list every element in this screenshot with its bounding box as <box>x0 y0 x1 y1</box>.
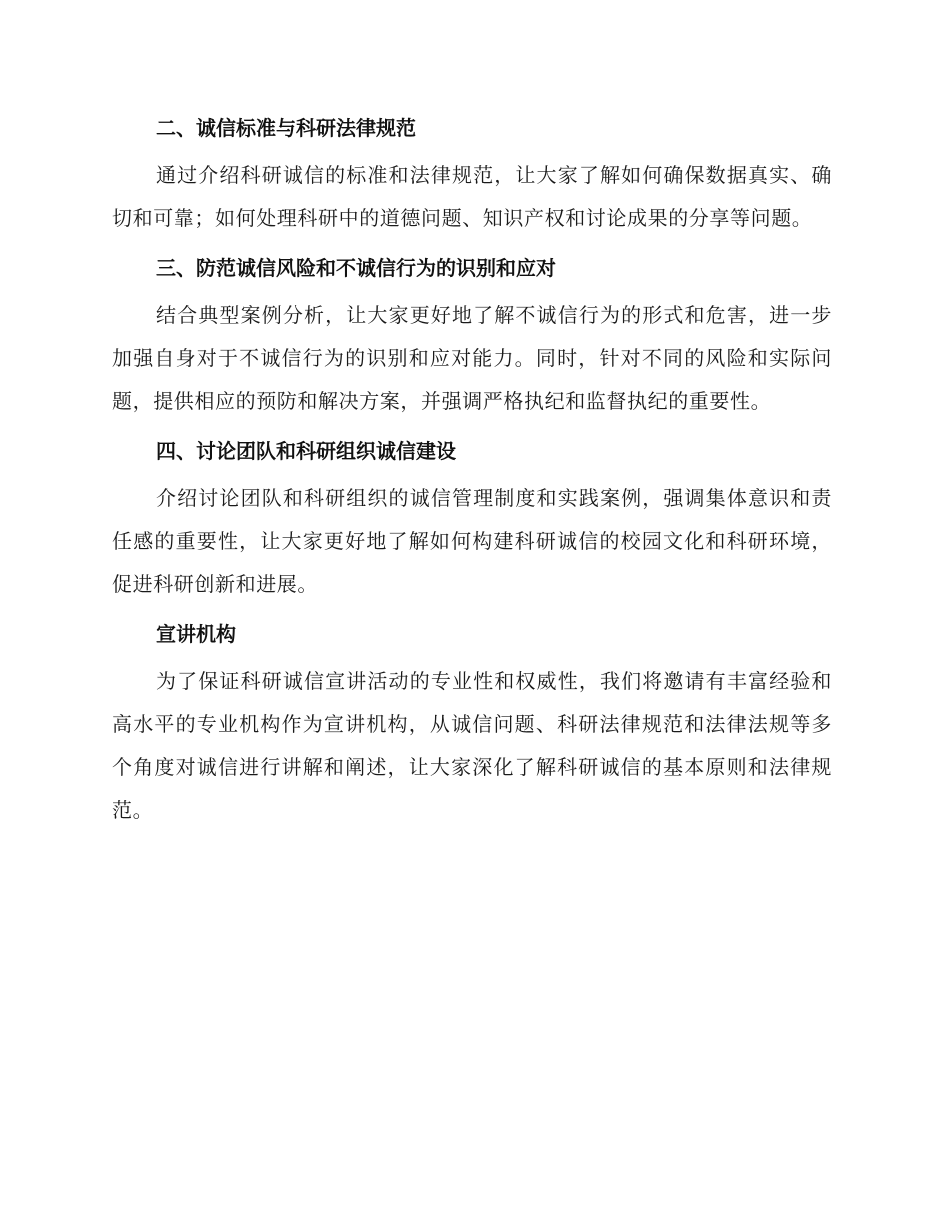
section-risk-prevention <box>112 248 832 423</box>
section-heading: 三、防范诚信风险和不诚信行为的识别和应对 <box>156 256 556 280</box>
section-heading: 二、诚信标准与科研法律规范 <box>156 116 416 140</box>
section-paragraph: 为了保证科研诚信宣讲活动的专业性和权威性，我们将邀请有丰富经验和高水平的专业机构作为宣讲机构，从诚信问题、科研法律规范和法律法规等多个角度对诚信进行讲解和阐述，让大家深化了解科研诚信的基本原则和法律规范。 <box>112 669 832 822</box>
section-heading: 宣讲机构 <box>156 622 236 646</box>
section-lecture-institution <box>112 614 832 832</box>
section-integrity-standards <box>112 108 832 240</box>
section-heading: 四、讨论团队和科研组织诚信建设 <box>156 439 456 463</box>
section-paragraph: 结合典型案例分析，让大家更好地了解不诚信行为的形式和危害，进一步加强自身对于不诚信行为的识别和应对能力。同时，针对不同的风险和实际问题，提供相应的预防和解决方案，并强调严格执纪和监督执纪的重要性。 <box>112 303 832 413</box>
section-team-integrity <box>112 431 832 606</box>
document-body <box>112 108 832 840</box>
section-paragraph: 通过介绍科研诚信的标准和法律规范，让大家了解如何确保数据真实、确切和可靠；如何处理科研中的道德问题、知识产权和讨论成果的分享等问题。 <box>112 163 832 230</box>
section-paragraph: 介绍讨论团队和科研组织的诚信管理制度和实践案例，强调集体意识和责任感的重要性，让大家更好地了解如何构建科研诚信的校园文化和科研环境，促进科研创新和进展。 <box>112 486 832 596</box>
